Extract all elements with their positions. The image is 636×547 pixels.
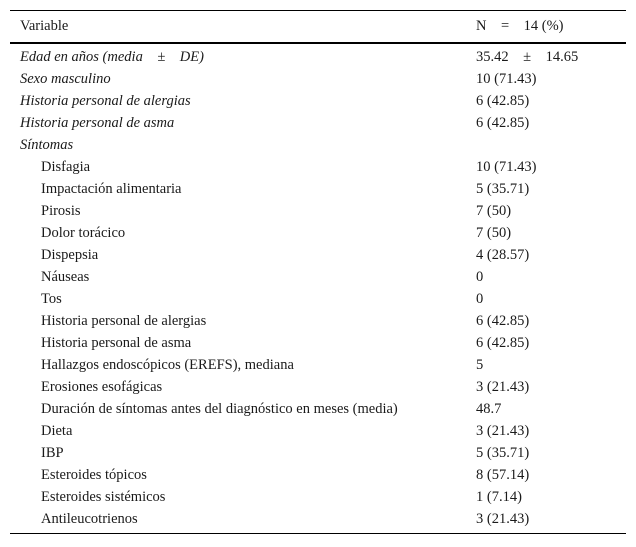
table-row	[10, 354, 626, 376]
table-row	[10, 376, 626, 398]
row-value: 5 (35.71)	[476, 181, 530, 197]
row-label: Dispepsia	[41, 247, 99, 263]
row-label: Historia personal de asma	[20, 115, 175, 131]
row-value: 3 (21.43)	[476, 423, 530, 439]
row-value: 6 (42.85)	[476, 115, 530, 131]
table-row	[10, 332, 626, 354]
table-row	[10, 68, 626, 90]
row-value	[466, 134, 626, 156]
row-value: 0	[476, 291, 484, 307]
row-label: Dieta	[41, 423, 73, 439]
row-label: IBP	[41, 445, 64, 461]
row-label: Erosiones esofágicas	[41, 379, 163, 395]
table-row	[10, 288, 626, 310]
table-row	[10, 90, 626, 112]
row-value: 8 (57.14)	[476, 467, 530, 483]
row-value: 35.42 ± 14.65	[476, 49, 579, 65]
row-value: 6 (42.85)	[476, 335, 530, 351]
row-label: Síntomas	[20, 137, 74, 153]
header-row	[10, 11, 626, 44]
patient-characteristics-table	[10, 10, 626, 534]
table-row	[10, 266, 626, 288]
row-value: 10 (71.43)	[476, 159, 537, 175]
row-label: Duración de síntomas antes del diagnóstico en meses (media)	[41, 401, 398, 417]
table-row	[10, 464, 626, 486]
row-label: Hallazgos endoscópicos (EREFS), mediana	[41, 357, 294, 373]
row-label: Tos	[41, 291, 62, 307]
table-row	[10, 398, 626, 420]
table-row	[10, 486, 626, 508]
table-row	[10, 222, 626, 244]
row-label: Dolor torácico	[41, 225, 126, 241]
table-row	[10, 200, 626, 222]
table-row	[10, 244, 626, 266]
table-row	[10, 420, 626, 442]
table-body	[10, 43, 626, 534]
row-label: Náuseas	[41, 269, 90, 285]
row-value: 3 (21.43)	[476, 379, 530, 395]
table-header	[10, 11, 626, 44]
row-value: 10 (71.43)	[476, 71, 537, 87]
table-row	[10, 442, 626, 464]
table-row	[10, 112, 626, 134]
data-table-container	[10, 10, 626, 534]
table-row	[10, 43, 626, 68]
row-label: Antileucotrienos	[10, 508, 466, 534]
table-row	[10, 134, 626, 156]
row-value: 0	[476, 269, 484, 285]
row-value: 7 (50)	[476, 225, 512, 241]
row-label: Disfagia	[41, 159, 91, 175]
row-value: 6 (42.85)	[476, 93, 530, 109]
row-label: Impactación alimentaria	[41, 181, 182, 197]
row-value: 1 (7.14)	[476, 489, 522, 505]
row-value: 6 (42.85)	[476, 313, 530, 329]
table-row	[10, 156, 626, 178]
row-label: Pirosis	[41, 203, 81, 219]
header-variable: Variable	[10, 11, 466, 44]
row-value: 5 (35.71)	[476, 445, 530, 461]
row-label: Edad en años (media ± DE)	[20, 49, 204, 65]
row-value: 7 (50)	[476, 203, 512, 219]
table-row	[10, 178, 626, 200]
header-value: N = 14 (%)	[466, 11, 626, 44]
table-row	[10, 310, 626, 332]
row-value: 5	[476, 357, 484, 373]
row-label: Historia personal de asma	[41, 335, 192, 351]
row-label: Historia personal de alergias	[41, 313, 207, 329]
row-label: Esteroides tópicos	[41, 467, 147, 483]
row-value: 48.7	[476, 401, 502, 417]
row-label: Sexo masculino	[20, 71, 111, 87]
table-row	[10, 508, 626, 534]
row-label: Esteroides sistémicos	[41, 489, 166, 505]
row-value: 3 (21.43)	[466, 508, 626, 534]
row-label: Historia personal de alergias	[20, 93, 191, 109]
row-value: 4 (28.57)	[476, 247, 530, 263]
